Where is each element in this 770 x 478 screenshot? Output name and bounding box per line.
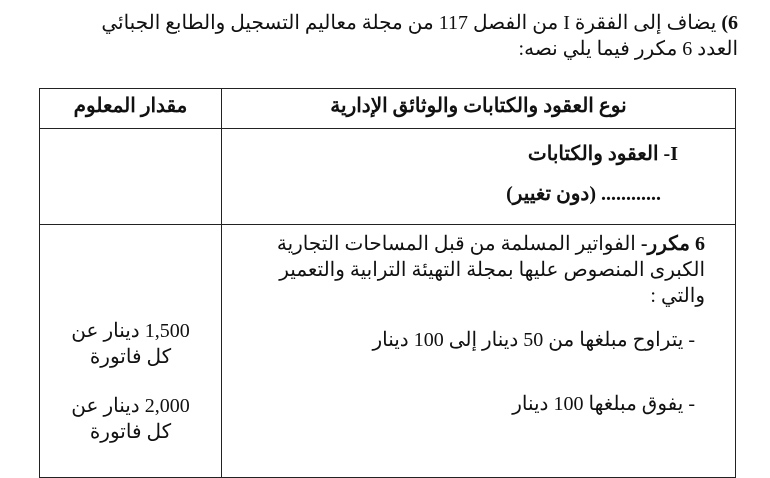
- row-divider: [40, 224, 735, 225]
- fee-amount-1-line-2: كل فاتورة: [89, 346, 172, 368]
- intro-line-1: [18, 10, 738, 36]
- column-divider: [221, 89, 222, 477]
- fee-amount-1: [40, 318, 221, 370]
- header-fee-amount: مقدار المعلوم: [73, 95, 188, 117]
- article-intro: [18, 10, 738, 62]
- bracket-item-1: - يتراوح مبلغها من 50 دينار إلى 100 دينار: [372, 329, 695, 351]
- header-divider: [40, 128, 735, 129]
- fee-amount-1-line-1: 1,500 دينار عن: [71, 320, 190, 342]
- article-6-bis-text: [225, 231, 705, 309]
- fee-amount-2-line-1: 2,000 دينار عن: [71, 395, 190, 417]
- fees-table: [39, 88, 736, 478]
- article-6-bis-line-1: [225, 231, 705, 257]
- paragraph-number: 6): [721, 12, 738, 34]
- invoice-description-3: والتي :: [650, 285, 705, 307]
- intro-line-2: العدد 6 مكرر فيما يلي نصه:: [518, 38, 738, 60]
- fee-amount-2-line-2: كل فاتورة: [89, 421, 172, 443]
- invoice-description-1: الفواتير المسلمة من قبل المساحات التجارية: [276, 233, 636, 255]
- header-document-type: نوع العقود والكتابات والوثائق الإدارية: [330, 95, 627, 117]
- invoice-description-2: الكبرى المنصوص عليها بمجلة التهيئة الترابية والتعمير: [279, 259, 705, 281]
- bracket-item-2: - يفوق مبلغها 100 دينار: [512, 393, 695, 415]
- section-title-contracts: I- العقود والكتابات: [527, 143, 678, 165]
- article-6-bis-label: 6 مكرر-: [640, 233, 705, 255]
- intro-text-1: يضاف إلى الفقرة I من الفصل 117 من مجلة معاليم التسجيل والطابع الجبائي: [101, 12, 717, 34]
- fee-amount-2: [40, 393, 221, 445]
- unchanged-note: ............ (دون تغيير): [506, 183, 661, 205]
